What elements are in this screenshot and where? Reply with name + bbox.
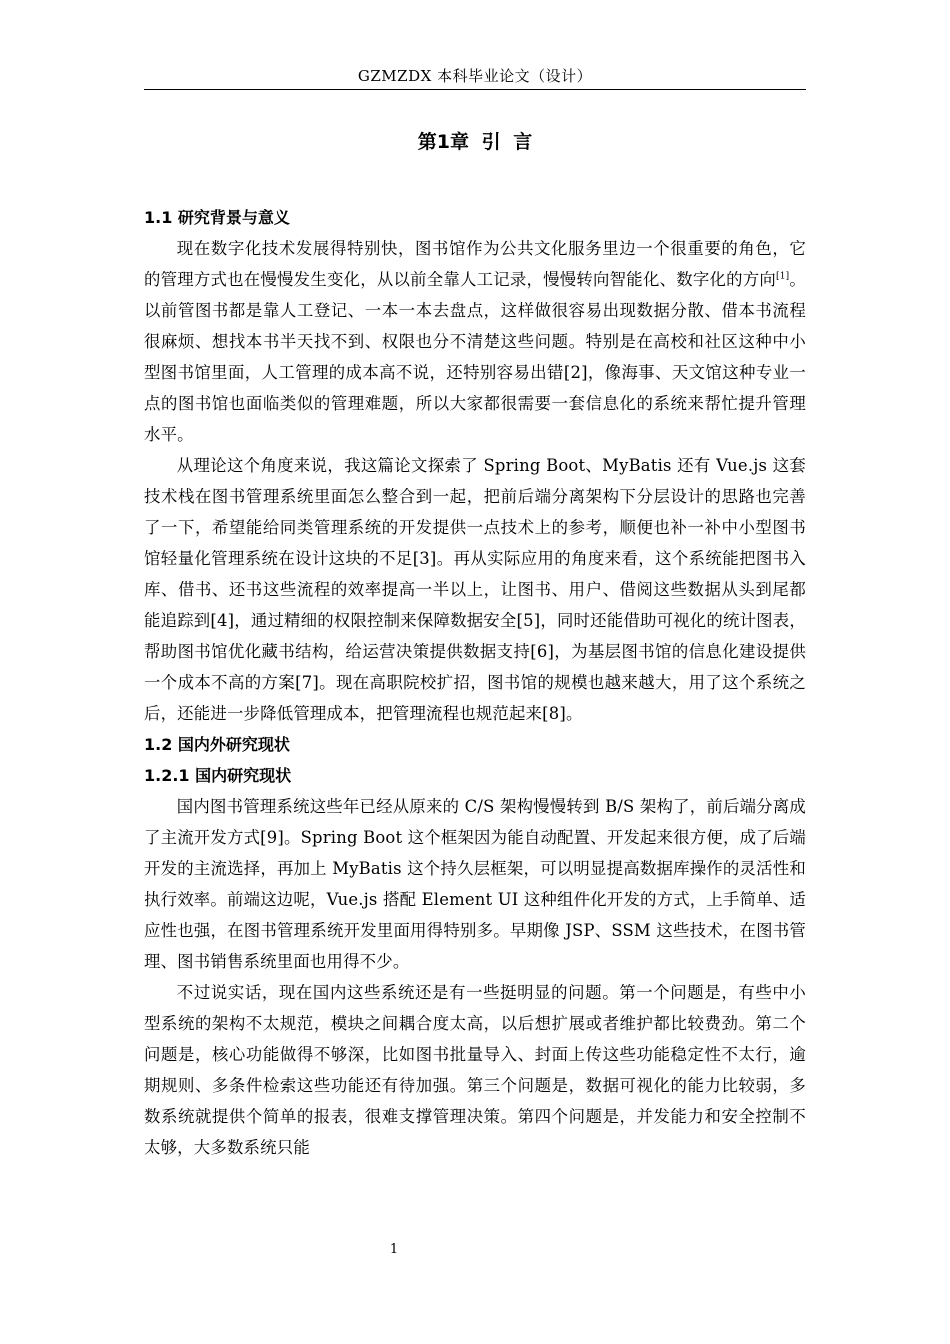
paragraph-domestic-problems: 不过说实话，现在国内这些系统还是有一些挺明显的问题。第一个问题是，有些中小型系统的架构不太规范，模块之间耦合度太高，以后想扩展或者维护都比较费劲。第二个问题是，核心功能做得不够深，比如图书批量导入、封面上传这些功能稳定性不太行，逾期规则、多条件检索这些功能还有待加强。第三个问题是，数据可视化的能力比较弱，多数系统就提供个简单的报表，很难支撑管理决策。第四个问题是，并发能力和安全控制不太够，大多数系统只能 <box>144 983 806 1157</box>
paragraph-text: 。以前管图书都是靠人工登记、一本一本去盘点，这样做很容易出现数据分散、借本书流程很麻烦、想找本书半天找不到、权限也分不清楚这些问题。特别是在高校和社区这种中小型图书馆里面，人工管理的成本高不说，还特别容易出错[2]，像海事、天文馆这种专业一点的图书馆也面临类似的管理难题，所以大家都很需要一套信息化的系统来帮忙提升管理水平。 <box>144 270 806 444</box>
header-rule <box>144 89 806 90</box>
running-header: GZMZDX 本科毕业论文（设计） <box>357 67 593 85</box>
section-heading-1-1: 1.1 研究背景与意义 <box>144 208 290 227</box>
page-number: 1 <box>389 1242 399 1257</box>
section-heading-1-2-1: 1.2.1 国内研究现状 <box>144 766 292 785</box>
paragraph-background <box>144 233 806 450</box>
paragraph-significance: 从理论这个角度来说，我这篇论文探索了 Spring Boot、MyBatis 还有 Vue.js 这套技术栈在图书管理系统里面怎么整合到一起，把前后端分离架构下分层设计的思路也完善了一下，希望能给同类管理系统的开发提供一点技术上的参考，顺便也补一补中小型图书馆轻量化管理系统在设计这块的不足[3]。再从实际应用的角度来看，这个系统能把图书入库、借书、还书这些流程的效率提高一半以上，让图书、用户、借阅这些数据从头到尾都能追踪到[4]，通过精细的权限控制来保障数据安全[5]，同时还能借助可视化的统计图表，帮助图书馆优化藏书结构，给运营决策提供数据支持[6]，为基层图书馆的信息化建设提供一个成本不高的方案[7]。现在高职院校扩招，图书馆的规模也越来越大，用了这个系统之后，还能进一步降低管理成本，把管理流程也规范起来[8]。 <box>144 456 806 723</box>
paragraph-text: 现在数字化技术发展得特别快，图书馆作为公共文化服务里边一个很重要的角色，它的管理方式也在慢慢发生变化，从以前全靠人工记录，慢慢转向智能化、数字化的方向 <box>144 239 806 289</box>
body-text <box>144 202 806 1163</box>
paragraph-domestic-status: 国内图书管理系统这些年已经从原来的 C/S 架构慢慢转到 B/S 架构了，前后端分离成了主流开发方式[9]。Spring Boot 这个框架因为能自动配置、开发起来很方便，成了后端开发的主流选择，再加上 MyBatis 这个持久层框架，可以明显提高数据库操作的灵活性和执行效率。前端这边呢，Vue.js 搭配 Element UI 这种组件化开发的方式，上手简单、适应性也强，在图书管理系统开发里面用得特别多。早期像 JSP、SSM 这些技术，在图书管理、图书销售系统里面也用得不少。 <box>144 797 806 971</box>
chapter-title: 第1章 引 言 <box>417 131 533 153</box>
section-heading-1-2: 1.2 国内外研究现状 <box>144 735 290 754</box>
citation-ref[interactable]: [1] <box>776 271 790 282</box>
